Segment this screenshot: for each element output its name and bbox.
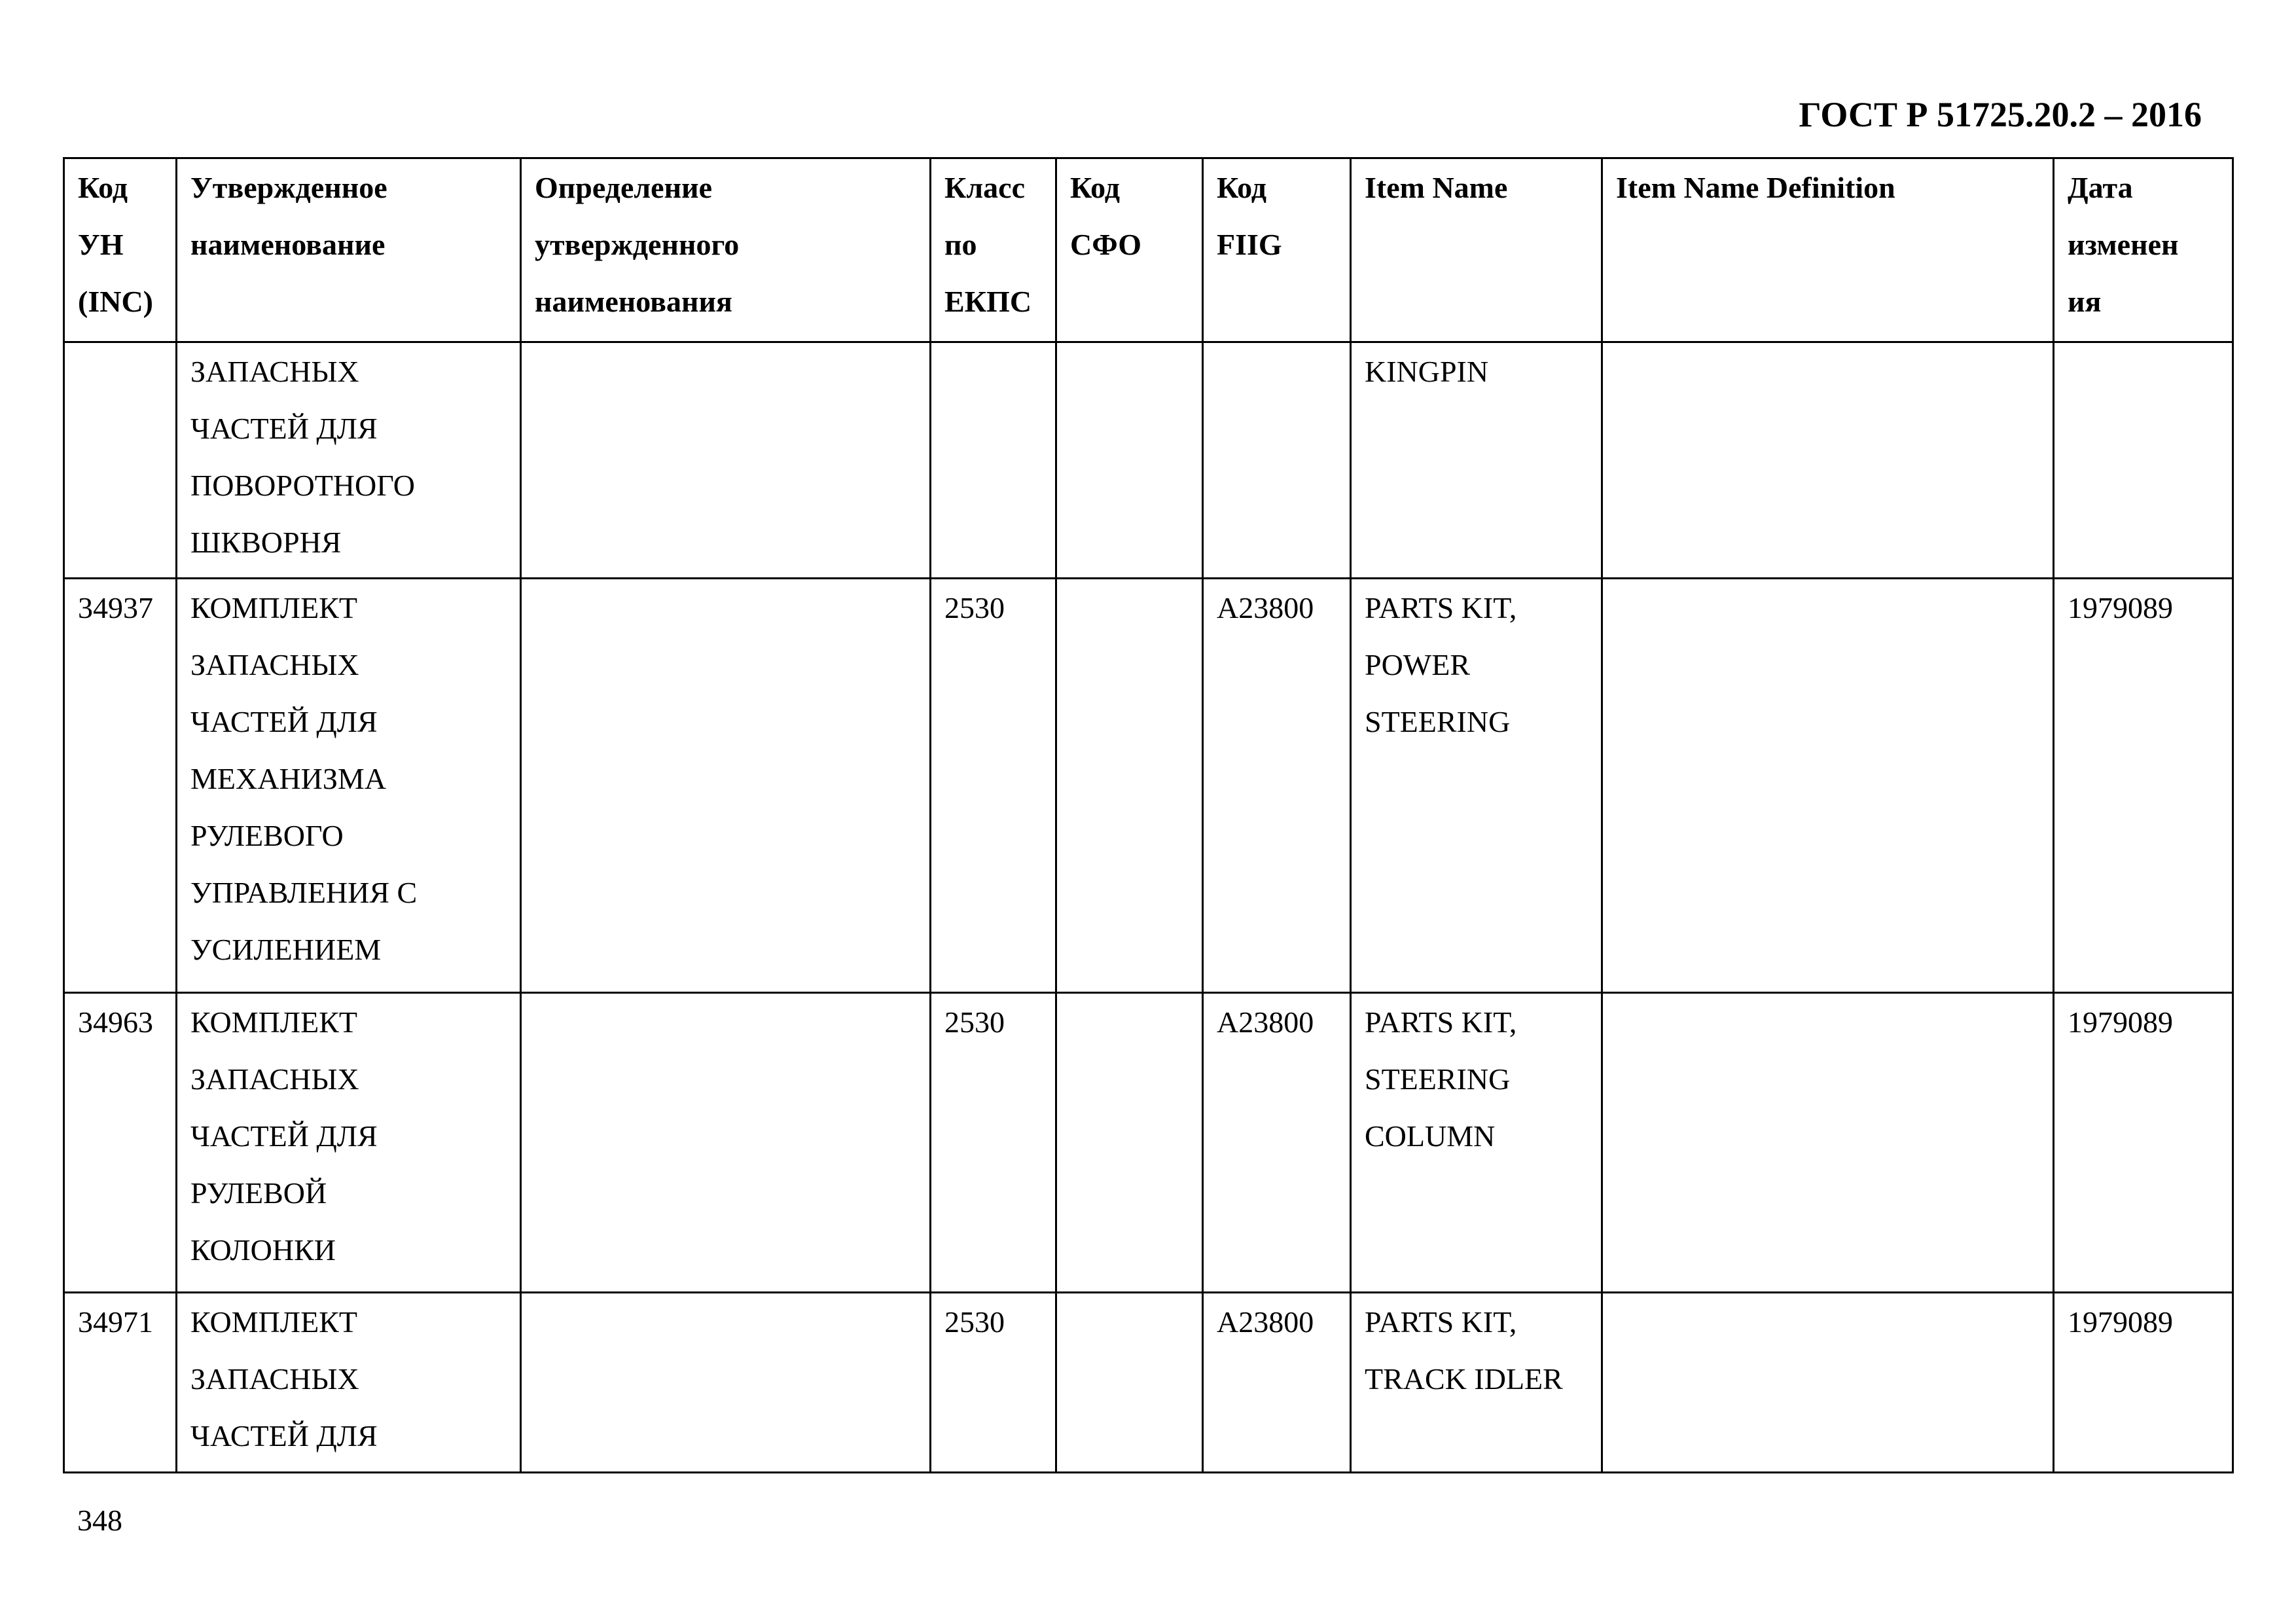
document-standard-header: ГОСТ Р 51725.20.2 – 2016 [1799, 95, 2202, 134]
table-row [64, 1293, 2233, 1473]
cell-item-name-definition [1602, 342, 2054, 579]
cell-ekps-class [931, 342, 1056, 579]
cell-approved-name: КОМПЛЕКТ ЗАПАСНЫХ ЧАСТЕЙ ДЛЯ [177, 1293, 521, 1473]
cell-item-name-definition [1602, 993, 2054, 1293]
cell-inc-code [64, 342, 177, 579]
cell-approved-name: КОМПЛЕКТ ЗАПАСНЫХ ЧАСТЕЙ ДЛЯ РУЛЕВОЙ КОЛОНКИ [177, 993, 521, 1293]
cell-item-name-definition [1602, 579, 2054, 993]
header-sfo-code: Код СФО [1056, 158, 1203, 342]
cell-item-name: PARTS KIT, POWER STEERING [1351, 579, 1602, 993]
cell-sfo-code [1056, 579, 1203, 993]
cell-change-date: 1979089 [2054, 579, 2233, 993]
cell-item-name-definition [1602, 1293, 2054, 1473]
cell-inc-code: 34971 [64, 1293, 177, 1473]
header-ekps-class: Класс по ЕКПС [931, 158, 1056, 342]
header-item-name-definition: Item Name Definition [1602, 158, 2054, 342]
cell-change-date: 1979089 [2054, 1293, 2233, 1473]
cell-item-name: PARTS KIT, TRACK IDLER [1351, 1293, 1602, 1473]
cell-inc-code: 34937 [64, 579, 177, 993]
cell-approved-name-definition [521, 342, 931, 579]
cell-item-name: PARTS KIT, STEERING COLUMN [1351, 993, 1602, 1293]
cell-approved-name-definition [521, 579, 931, 993]
cell-fiig-code: A23800 [1203, 579, 1351, 993]
cell-approved-name-definition [521, 1293, 931, 1473]
header-change-date: Дата изменен ия [2054, 158, 2233, 342]
header-item-name: Item Name [1351, 158, 1602, 342]
cell-fiig-code: A23800 [1203, 993, 1351, 1293]
cell-sfo-code [1056, 1293, 1203, 1473]
cell-approved-name: КОМПЛЕКТ ЗАПАСНЫХ ЧАСТЕЙ ДЛЯ МЕХАНИЗМА РУЛЕВОГО УПРАВЛЕНИЯ С УСИЛЕНИЕМ [177, 579, 521, 993]
cell-ekps-class: 2530 [931, 579, 1056, 993]
item-name-table [63, 157, 2234, 1473]
header-fiig-code: Код FIIG [1203, 158, 1351, 342]
table-row [64, 342, 2233, 579]
cell-inc-code: 34963 [64, 993, 177, 1293]
cell-fiig-code [1203, 342, 1351, 579]
table-row [64, 993, 2233, 1293]
cell-sfo-code [1056, 993, 1203, 1293]
cell-fiig-code: A23800 [1203, 1293, 1351, 1473]
cell-ekps-class: 2530 [931, 993, 1056, 1293]
cell-ekps-class: 2530 [931, 1293, 1056, 1473]
header-approved-name: Утвержденное наименование [177, 158, 521, 342]
cell-change-date: 1979089 [2054, 993, 2233, 1293]
cell-approved-name: ЗАПАСНЫХ ЧАСТЕЙ ДЛЯ ПОВОРОТНОГО ШКВОРНЯ [177, 342, 521, 579]
table-row [64, 579, 2233, 993]
page-number: 348 [77, 1504, 122, 1537]
cell-approved-name-definition [521, 993, 931, 1293]
table-header-row [64, 158, 2233, 342]
header-inc-code: Код УН (INC) [64, 158, 177, 342]
header-approved-name-definition: Определение утвержденного наименования [521, 158, 931, 342]
cell-change-date [2054, 342, 2233, 579]
cell-item-name: KINGPIN [1351, 342, 1602, 579]
cell-sfo-code [1056, 342, 1203, 579]
